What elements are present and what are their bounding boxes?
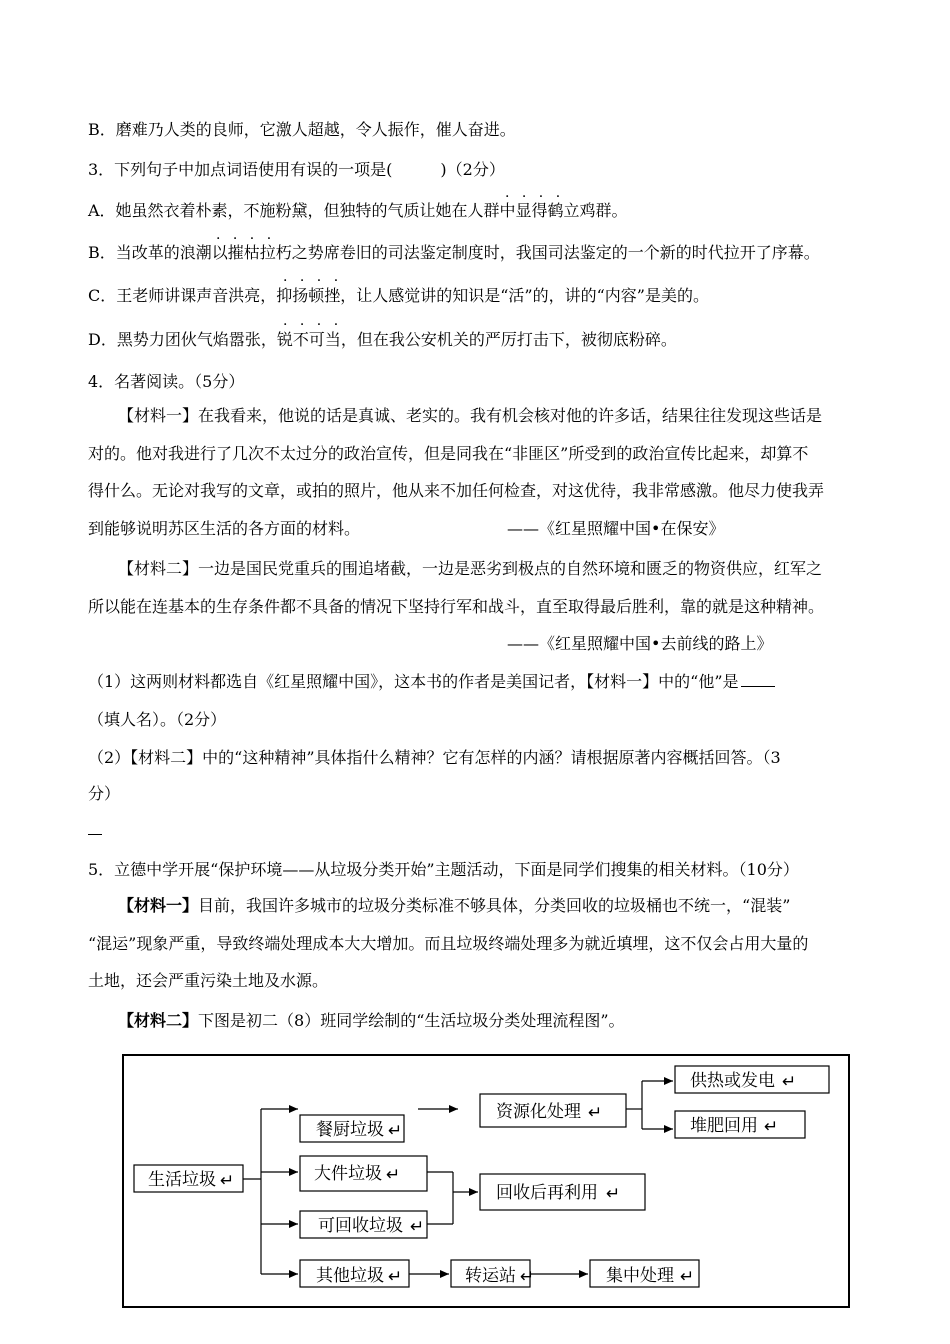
subquestion-1-text: （1）这两则材料都选自《红星照耀中国》，这本书的作者是美国记者，【材料一】中的“他”是 <box>88 672 739 691</box>
emphasis-dots: · · · · <box>283 273 343 289</box>
return-mark: ↵ <box>680 1267 695 1287</box>
question-5: 5．立德中学开展“保护环境——从垃圾分类开始”主题活动，下面是同学们搜集的相关材料。（10分） <box>88 860 799 879</box>
return-mark: ↵ <box>520 1267 535 1287</box>
recyclable-label: 可回收垃圾 <box>318 1216 403 1236</box>
question-3-option-b: B．当改革的浪潮以摧枯拉朽之势席卷旧的司法鉴定制度时，我国司法鉴定的一个新的时代拉开了序幕。 <box>88 243 820 262</box>
return-mark: ↵ <box>782 1072 797 1092</box>
answer-line[interactable] <box>88 834 102 835</box>
bulky-label: 大件垃圾 <box>314 1164 382 1184</box>
material-label: 【材料二】 <box>118 1011 199 1030</box>
material-1-line-3: 得什么。无论对我写的文章，或拍的照片，他从来不加任何检查，对这优待，我非常感激。他尽力使我弄 <box>88 481 825 500</box>
material-1-line-1: 【材料一】在我看来，他说的话是真诚、老实的。我有机会核对他的许多话，结果往往发现这些话是 <box>118 406 823 425</box>
material-2-source: ——《红星照耀中国•去前线的路上》 <box>507 634 773 653</box>
emphasis-dots: · · · · <box>283 317 343 333</box>
kitchen-label: 餐厨垃圾 <box>316 1120 384 1140</box>
garbage-flowchart <box>122 1054 850 1309</box>
return-mark: ↵ <box>388 1121 403 1141</box>
question-4: 4．名著阅读。（5分） <box>88 372 245 391</box>
material-1-line-2: 对的。他对我进行了几次不太过分的政治宣传，但是同我在“非匪区”所受到的政治宣传比起来，却算不 <box>88 444 809 463</box>
option-b-line: B．磨难乃人类的良师，它激人超越，令人振作，催人奋进。 <box>88 120 516 139</box>
return-mark: ↵ <box>386 1165 401 1185</box>
material-1-source: ——《红星照耀中国•在保安》 <box>507 519 725 538</box>
material-text: 下图是初二（8）班同学绘制的“生活垃圾分类处理流程图”。 <box>198 1011 625 1030</box>
emphasis-dots: · · · · <box>505 189 565 205</box>
subquestion-1-line-2: （填人名）。（2分） <box>88 710 227 729</box>
garbage-material-1-line-1 <box>118 894 790 918</box>
emphasis-dots: · · · · <box>216 231 276 247</box>
material-text: 目前，我国许多城市的垃圾分类标准不够具体，分类回收的垃圾桶也不统一，“混装” <box>198 896 791 915</box>
central-label: 集中处理 <box>606 1266 674 1286</box>
transfer-label: 转运站 <box>465 1266 516 1286</box>
answer-blank[interactable] <box>741 672 775 687</box>
garbage-material-2-line-1 <box>118 1009 625 1033</box>
material-2-line-2: 所以能在连基本的生存条件都不具备的情况下坚持行军和战斗，直至取得最后胜利，靠的就是这种精神。 <box>88 597 825 616</box>
question-3-option-c: C．王老师讲课声音洪亮，抑扬顿挫，让人感觉讲的知识是“活”的，讲的“内容”是美的。 <box>88 286 709 305</box>
resource-label: 资源化处理 <box>496 1102 581 1122</box>
material-label: 【材料一】 <box>118 896 199 915</box>
return-mark: ↵ <box>410 1217 425 1237</box>
subquestion-2-line-2: 分） <box>88 784 121 803</box>
question-3-option-a: A．她虽然衣着朴素，不施粉黛，但独特的气质让她在人群中显得鹤立鸡群。 <box>88 201 628 220</box>
subquestion-1-line-1 <box>88 670 775 694</box>
question-3: 3．下列句子中加点词语使用有误的一项是( )（2分） <box>88 160 505 179</box>
heat-label: 供热或发电 <box>690 1071 775 1091</box>
garbage-material-1-line-3: 土地，还会严重污染土地及水源。 <box>88 971 329 990</box>
return-mark: ↵ <box>606 1184 621 1204</box>
other-label: 其他垃圾 <box>316 1266 384 1286</box>
compost-label: 堆肥回用 <box>690 1116 758 1136</box>
question-3-option-d: D．黑势力团伙气焰嚣张，锐不可当，但在我公安机关的严厉打击下，被彻底粉碎。 <box>88 330 677 349</box>
return-mark: ↵ <box>588 1103 603 1123</box>
material-2-line-1: 【材料二】一边是国民党重兵的围追堵截，一边是恶劣到极点的自然环境和匮乏的物资供应，红军之 <box>118 559 823 578</box>
reuse-label: 回收后再利用 <box>496 1183 598 1203</box>
garbage-material-1-line-2: “混运”现象严重，导致终端处理成本大大增加。而且垃圾终端处理多为就近填埋，这不仅会占用大量的 <box>88 934 809 953</box>
subquestion-2-line-1: （2）【材料二】中的“这种精神”具体指什么精神？它有怎样的内涵？请根据原著内容概括回答。（3 <box>88 748 781 767</box>
material-1-line-4: 到能够说明苏区生活的各方面的材料。 <box>88 519 361 538</box>
return-mark: ↵ <box>220 1171 235 1191</box>
return-mark: ↵ <box>764 1117 779 1137</box>
root-label: 生活垃圾 <box>148 1170 216 1190</box>
return-mark: ↵ <box>388 1267 403 1287</box>
